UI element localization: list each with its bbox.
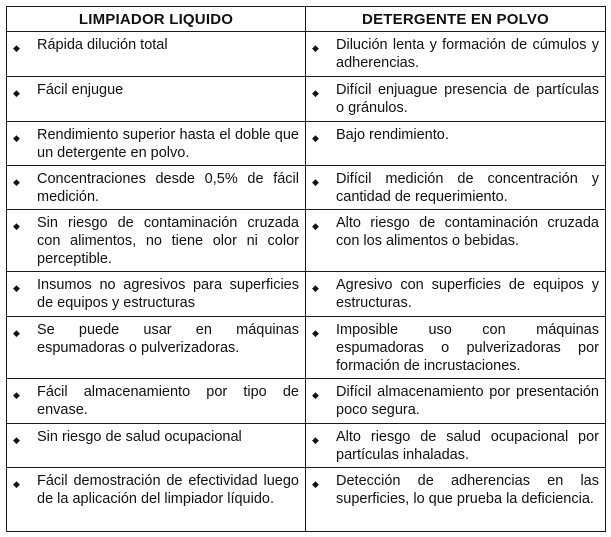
table-row (7, 210, 606, 272)
bullet-icon: ◆ (13, 88, 20, 98)
bullet-icon: ◆ (13, 177, 20, 187)
left-text: Sin riesgo de contaminación cruzada con alimentos, no tiene olor ni color perceptible. (37, 215, 299, 267)
bullet-icon: ◆ (312, 479, 319, 489)
bullet-icon: ◆ (13, 283, 20, 293)
table-row (7, 468, 606, 532)
right-text: Difícil medición de concentración y cantidad de requerimiento. (336, 171, 599, 205)
bullet-icon: ◆ (312, 43, 319, 53)
comparison-table (6, 6, 606, 532)
bullet-icon: ◆ (312, 283, 319, 293)
table-row (7, 166, 606, 210)
bullet-icon: ◆ (312, 177, 319, 187)
table-row (7, 77, 606, 122)
table-row (7, 32, 606, 77)
bullet-icon: ◆ (312, 221, 319, 231)
left-text: Concentraciones desde 0,5% de fácil medición. (37, 171, 299, 205)
right-cell (306, 166, 606, 210)
left-text: Insumos no agresivos para superficies de equipos y estructuras (37, 277, 299, 311)
left-text: Sin riesgo de salud ocupacional (37, 429, 242, 445)
bullet-icon: ◆ (13, 43, 20, 53)
left-cell (7, 272, 306, 317)
right-text: Alto riesgo de salud ocupacional por partículas inhaladas. (336, 429, 599, 463)
bullet-icon: ◆ (13, 328, 20, 338)
bullet-icon: ◆ (312, 435, 319, 445)
left-cell (7, 210, 306, 272)
right-cell (306, 122, 606, 166)
bullet-icon: ◆ (13, 479, 20, 489)
left-text: Fácil enjugue (37, 82, 124, 98)
bullet-icon: ◆ (13, 221, 20, 231)
left-cell (7, 468, 306, 532)
right-text: Difícil enjuague presencia de partículas o gránulos. (336, 82, 599, 116)
table-row (7, 122, 606, 166)
bullet-icon: ◆ (312, 88, 319, 98)
bullet-icon: ◆ (13, 390, 20, 400)
right-text: Agresivo con superficies de equipos y estructuras. (336, 277, 599, 311)
header-row (7, 7, 606, 32)
bullet-icon: ◆ (312, 133, 319, 143)
left-text: Rendimiento superior hasta el doble que un detergente en polvo. (37, 127, 299, 161)
right-text: Detección de adherencias en las superficies, lo que prueba la deficiencia. (336, 473, 599, 507)
right-cell (306, 379, 606, 424)
right-cell (306, 32, 606, 77)
right-cell (306, 272, 606, 317)
right-cell (306, 210, 606, 272)
header-powder-detergent: DETERGENTE EN POLVO (306, 7, 606, 32)
table-row (7, 424, 606, 468)
right-text: Dilución lenta y formación de cúmulos y adherencias. (336, 37, 599, 71)
table-row (7, 317, 606, 379)
right-text: Bajo rendimiento. (336, 127, 449, 143)
right-text: Alto riesgo de contaminación cruzada con los alimentos o bebidas. (336, 215, 599, 249)
left-cell (7, 32, 306, 77)
left-cell (7, 166, 306, 210)
bullet-icon: ◆ (312, 390, 319, 400)
right-cell (306, 424, 606, 468)
left-cell (7, 77, 306, 122)
right-cell (306, 468, 606, 532)
bullet-icon: ◆ (312, 328, 319, 338)
table-row (7, 379, 606, 424)
left-cell (7, 424, 306, 468)
right-text: Imposible uso con máquinas espumadoras o pulverizadoras por formación de incrustaciones. (336, 322, 599, 374)
left-cell (7, 122, 306, 166)
left-cell (7, 317, 306, 379)
left-cell (7, 379, 306, 424)
bullet-icon: ◆ (13, 435, 20, 445)
left-text: Rápida dilución total (37, 37, 168, 53)
bullet-icon: ◆ (13, 133, 20, 143)
table-row (7, 272, 606, 317)
left-text: Fácil demostración de efectividad luego de la aplicación del limpiador líquido. (37, 473, 299, 507)
right-cell (306, 77, 606, 122)
right-cell (306, 317, 606, 379)
left-text: Se puede usar en máquinas espumadoras o pulverizadoras. (37, 322, 299, 356)
left-text: Fácil almacenamiento por tipo de envase. (37, 384, 299, 418)
right-text: Difícil almacenamiento por presentación poco segura. (336, 384, 599, 418)
header-liquid-cleaner: LIMPIADOR LIQUIDO (7, 7, 306, 32)
